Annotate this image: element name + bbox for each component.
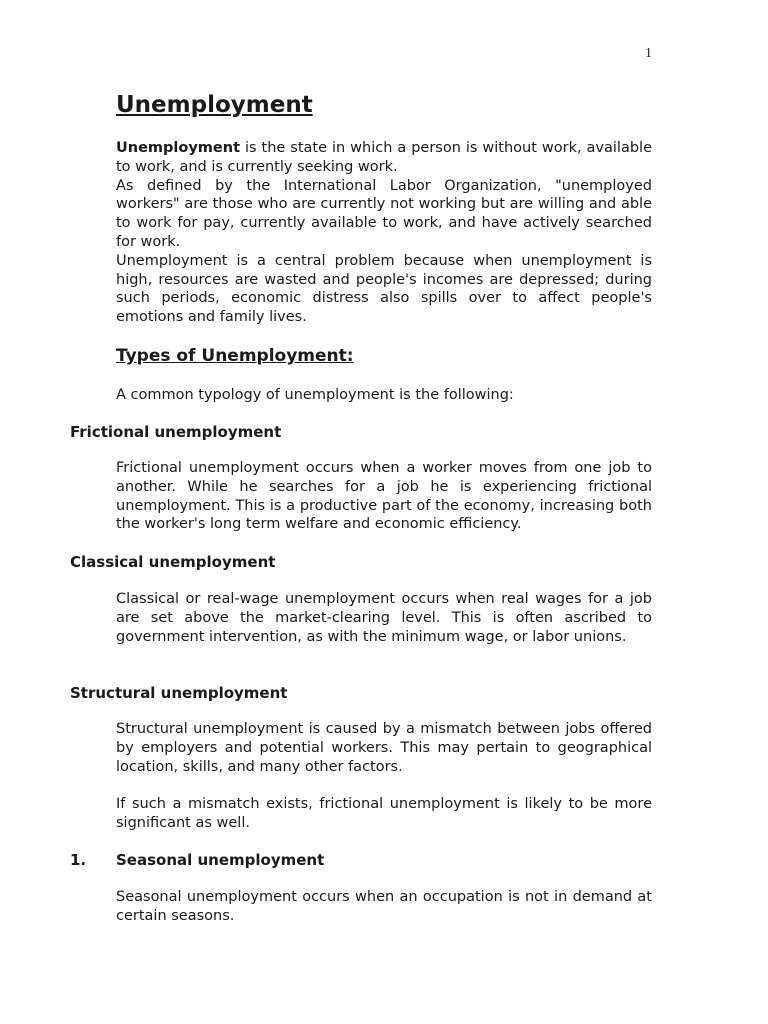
page-title: Unemployment <box>116 92 313 118</box>
page-number: 1 <box>645 46 652 61</box>
intro-lead-term: Unemployment <box>116 140 241 156</box>
intro-paragraph-1 <box>116 139 652 177</box>
typology-intro: A common typology of unemployment is the following: <box>116 387 514 403</box>
seasonal-number: 1. <box>70 851 87 869</box>
intro-paragraph-3: Unemployment is a central problem because when unemployment is high, resources are wasted and people's incomes are depressed; during such periods, economic distress also spills over to affect people's emotions and family lives. <box>116 252 652 326</box>
frictional-text: Frictional unemployment occurs when a worker moves from one job to another. While he searches for a job he is experiencing frictional unemployment. This is a productive part of the economy, increasing both the worker's long term welfare and economic efficiency. <box>116 460 652 533</box>
structural-text: Structural unemployment is caused by a mismatch between jobs offered by employers and potential workers. This may pertain to geographical location, skills, and many other factors. <box>116 721 652 775</box>
seasonal-heading <box>70 851 324 869</box>
classical-text: Classical or real-wage unemployment occurs when real wages for a job are set above the market-clearing level. This is often ascribed to government intervention, as with the minimum wage, or labor unions. <box>116 591 652 645</box>
seasonal-heading-label: Seasonal unemployment <box>116 851 325 869</box>
classical-heading: Classical unemployment <box>70 553 276 571</box>
frictional-heading: Frictional unemployment <box>70 423 282 441</box>
structural-heading: Structural unemployment <box>70 684 288 702</box>
types-heading: Types of Unemployment: <box>116 346 354 366</box>
intro-block <box>116 139 652 327</box>
intro-lead-rest: is the state in which a person is without work, available to work, and is currently seeking work. <box>116 140 652 175</box>
intro-paragraph-2: As defined by the International Labor Organization, "unemployed workers" are those who are currently not working but are willing and able to work for pay, currently available to work, and have actively searched for work. <box>116 177 652 250</box>
structural-text-2: If such a mismatch exists, frictional unemployment is likely to be more significant as well. <box>116 796 652 831</box>
seasonal-text: Seasonal unemployment occurs when an occupation is not in demand at certain seasons. <box>116 889 652 924</box>
